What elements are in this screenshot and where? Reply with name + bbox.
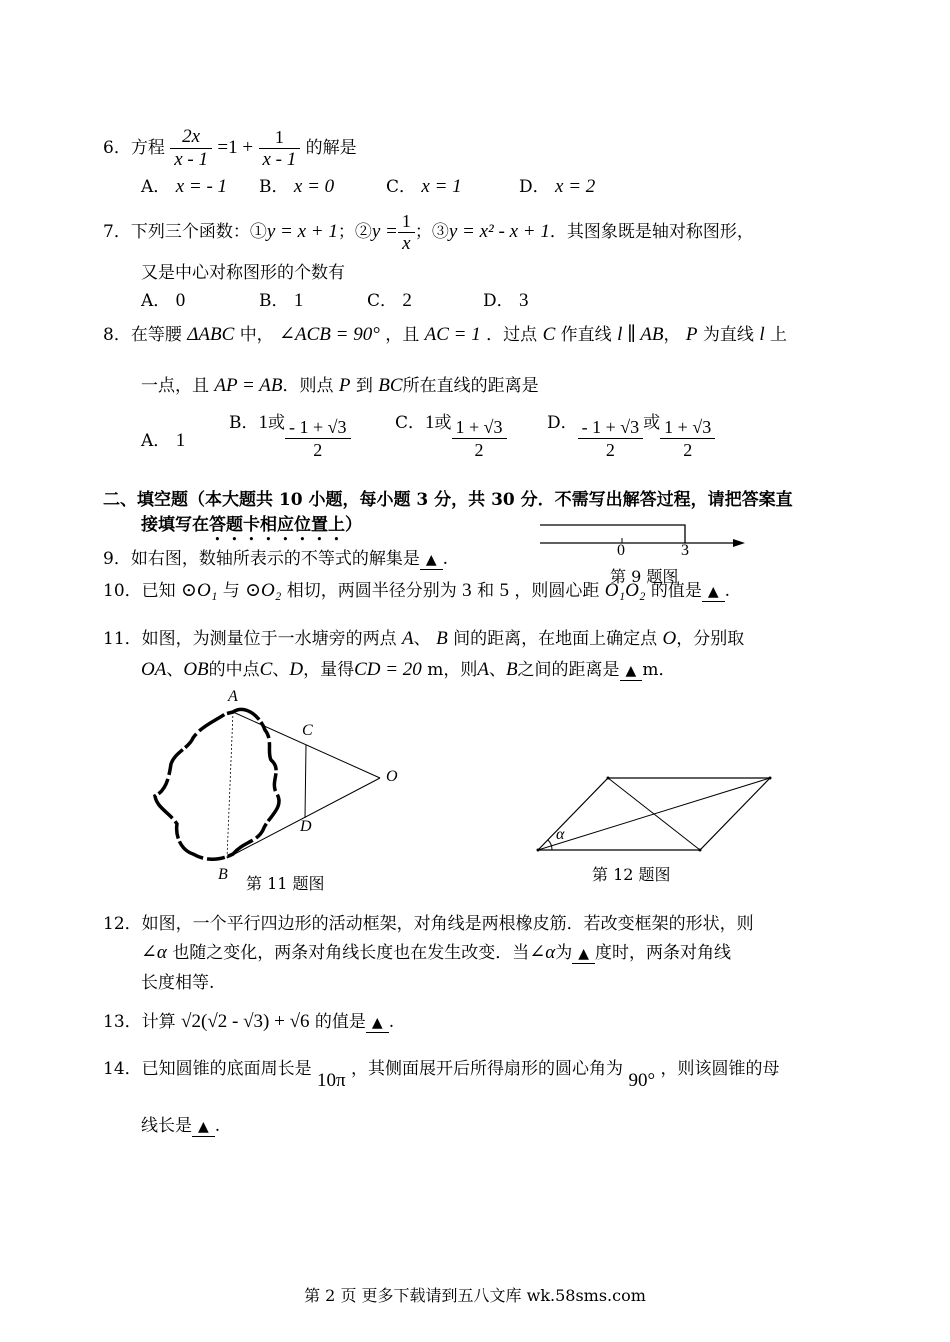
q12-figure [530, 770, 780, 860]
q11-label-C: C [302, 722, 313, 739]
q8-option-c[interactable]: C．1或 $\frac{1 + √3}{2}$ [395, 416, 507, 461]
number-line-arrow-icon [733, 539, 745, 547]
q9-caption: 第 9 题图 [610, 567, 679, 586]
q10-stem: 10．已知 ⊙O₁ 与 ⊙O₂ 相切，两圆半径分别为 3 和 5 ，则圆心距 O₁O₂ 的值是 ▲ . [103, 580, 731, 601]
q12-line2: ∠α 也随之变化，两条对角线长度也在发生改变．当∠α为 ▲ 度时，两条对角线 [141, 942, 731, 963]
segment-AB-dashed [227, 712, 233, 858]
q11-stem: 11．如图，为测量位于一水塘旁的两点 A、 B 间的距离，在地面上确定点 O，分别取 [103, 628, 745, 649]
q8-option-b[interactable]: B．1或 $\frac{- 1 + √3}{2}$ [229, 416, 351, 461]
q13-stem: 13．计算 √2(√2 - √3) + √6 的值是 ▲ . [103, 1011, 395, 1032]
q6-option-c[interactable]: C． x = 1 [386, 176, 462, 197]
q9-axis-label-0: 0 [617, 542, 625, 559]
q6-option-a[interactable]: A． x = - 1 [141, 176, 228, 197]
q8-option-a[interactable]: A． 1 [141, 430, 186, 451]
q12-caption: 第 12 题图 [592, 865, 671, 884]
q14-answer-blank[interactable]: ▲ [192, 1118, 215, 1137]
q12-alpha-label: α [556, 826, 565, 843]
q10-answer-blank[interactable]: ▲ [702, 583, 725, 602]
q14-stem: 14．已知圆锥的底面周长是 10π ，其侧面展开后所得扇形的圆心角为 90° ，则该圆锥的母 [103, 1059, 780, 1091]
q6-fraction-2: $\frac{1}{x - 1}$ [259, 126, 301, 171]
q13-expression: √2(√2 - √3) + √6 [181, 1011, 310, 1032]
q9-stem: 9．如右图，数轴所表示的不等式的解集是 ▲ . [103, 549, 449, 569]
q14-line2: 线长是 ▲ . [141, 1116, 221, 1136]
q8-options [141, 412, 861, 474]
q9-axis-label-3: 3 [681, 542, 689, 559]
q6-option-b[interactable]: B． x = 0 [259, 176, 335, 197]
q7-option-b[interactable]: B． 1 [259, 290, 304, 311]
q6-fraction-1: $\frac{2x}{x - 1}$ [170, 126, 212, 171]
q11-label-A: A [228, 688, 238, 705]
q7-fraction: $\frac{1}{x}$ [398, 210, 415, 255]
q8-line2: 一点，且 AP = AB．则点 P 到 BC所在直线的距离是 [141, 375, 539, 396]
page-footer: 第 2 页 更多下载请到五八文库 wk.58sms.com [304, 1286, 646, 1305]
q11-answer-blank[interactable]: ▲ [620, 662, 643, 681]
diagonal-2 [608, 778, 700, 850]
q7-stem: 7．下列三个函数：①y = x + 1；②y = $\frac{1}{x}$ ；③y = x² - x + 1．其图象既是轴对称图形， [103, 211, 754, 254]
q7-option-a[interactable]: A． 0 [141, 290, 186, 311]
q7-option-c[interactable]: C． 2 [367, 290, 412, 311]
q13-answer-blank[interactable]: ▲ [366, 1014, 389, 1033]
q11-figure [145, 690, 415, 890]
q8-stem: 8．在等腰 ΔABC 中， ∠ACB = 90° ，且 AC = 1 ．过点 C 作直线 l ∥ AB， P 为直线 l 上 [103, 324, 788, 345]
q12-line3: 长度相等. [141, 973, 215, 993]
q11-label-O: O [386, 768, 398, 785]
q12-answer-blank[interactable]: ▲ [572, 945, 595, 964]
section2-title: 二、填空题（本大题共 10 小题，每小题 3 分，共 30 分．不需写出解答过程，请把答案直 [103, 490, 793, 510]
q9-number-line [535, 520, 755, 560]
q7-option-d[interactable]: D． 3 [483, 290, 529, 311]
q12-line1: 12．如图，一个平行四边形的活动框架，对角线是两根橡皮筋．若改变框架的形状，则 [103, 914, 754, 934]
q9-answer-blank[interactable]: ▲ [420, 551, 443, 570]
q11-label-B: B [218, 866, 228, 883]
q11-label-D: D [300, 818, 312, 835]
q7-line2: 又是中心对称图形的个数有 [141, 263, 345, 283]
solution-bracket [540, 525, 685, 543]
angle-arc [548, 840, 552, 850]
pond-outline [155, 709, 279, 859]
q11-caption: 第 11 题图 [246, 874, 325, 893]
q8-option-d[interactable]: D． $\frac{- 1 + √3}{2}$ 或 $\frac{1 + √3}{2}$ [547, 416, 715, 461]
section2-title-line2: 接填写在答题卡相应位置上） [141, 515, 362, 535]
q6-option-d[interactable]: D． x = 2 [519, 176, 596, 197]
q11-line2: OA、OB的中点C、D，量得CD = 20 m，则A、B之间的距离是 ▲ m． [141, 659, 676, 680]
q6-stem: 6．方程 $\frac{2x}{x - 1}$ =1 + $\frac{1}{x - 1}$ 的解是 [103, 126, 357, 170]
segment-CD [305, 745, 306, 818]
